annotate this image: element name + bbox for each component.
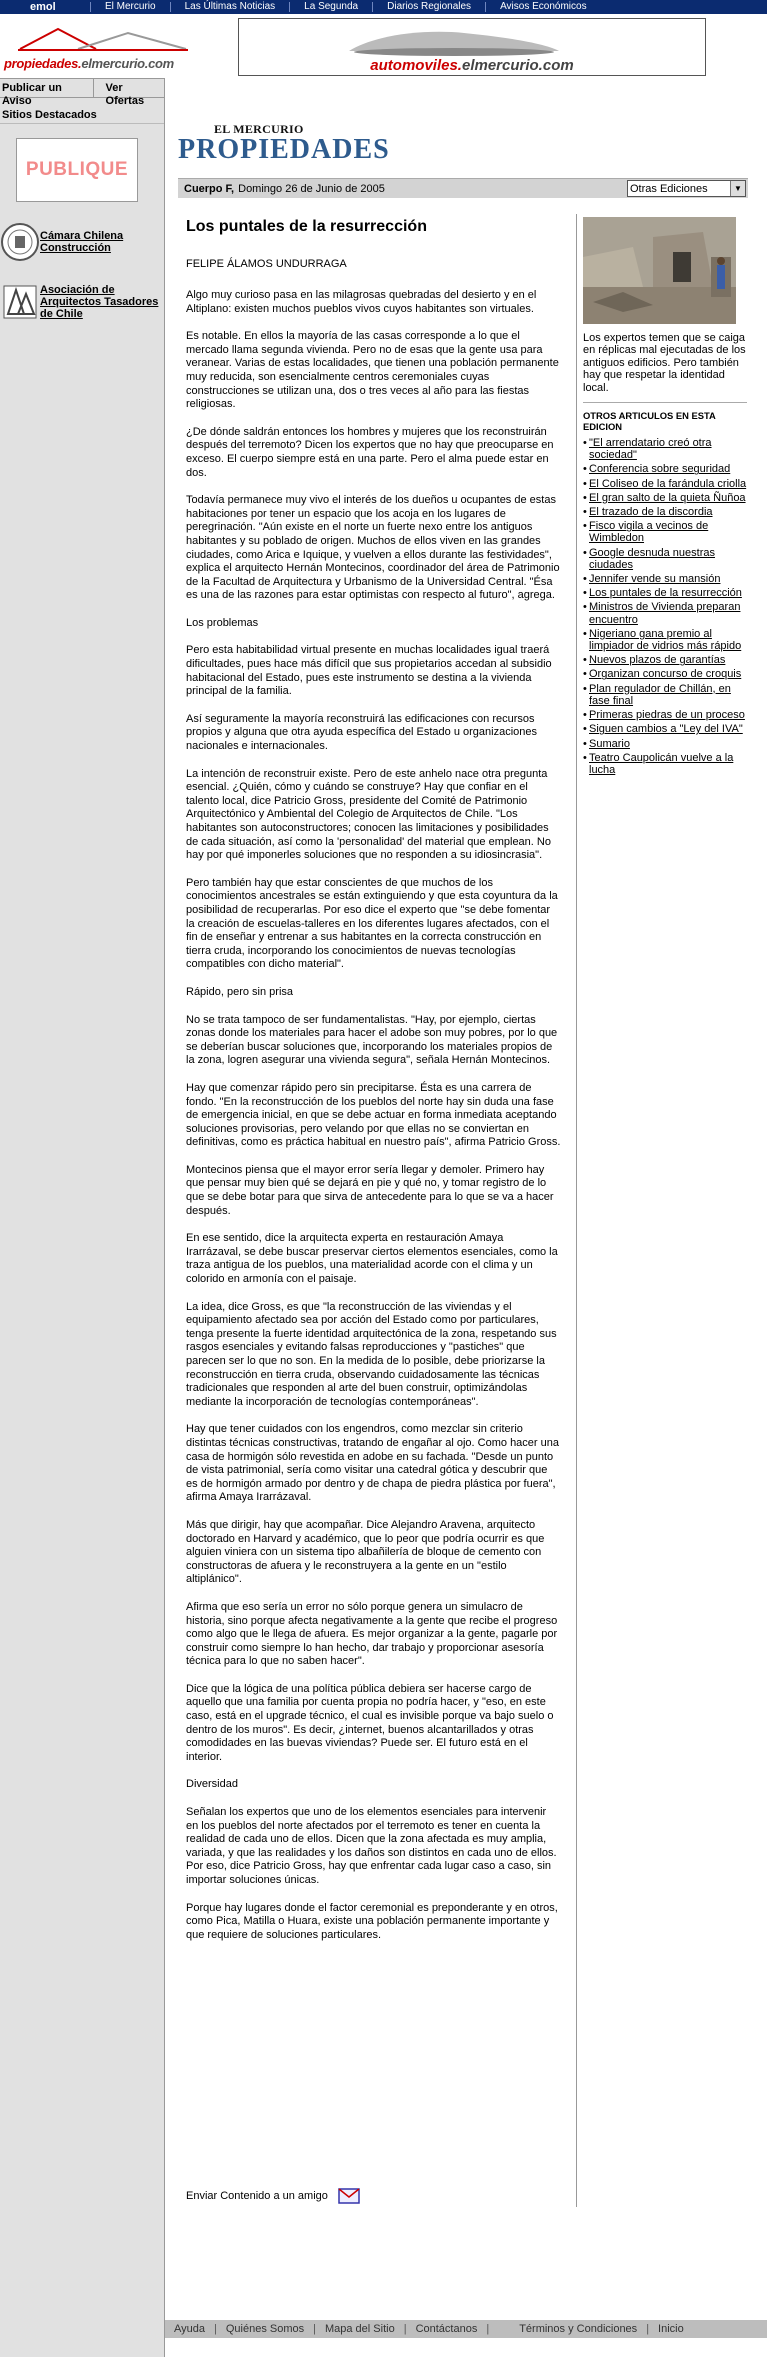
footer-link-terminos[interactable]: Términos y Condiciones <box>519 2323 638 2335</box>
otros-articulo-item[interactable] <box>583 683 747 707</box>
house-outline-icon <box>18 23 188 53</box>
article-body <box>186 289 561 1942</box>
otros-articulo-item[interactable] <box>583 654 747 666</box>
otras-ediciones-value: Otras Ediciones <box>630 182 708 195</box>
otros-articulo-link[interactable]: Jennifer vende su mansión <box>589 573 721 586</box>
site-header <box>0 14 767 76</box>
article-paragraph: Hay que comenzar rápido pero sin precipitarse. Ésta es una carrera de fondo. "En la reconstrucción de los pueblos del norte hay sin duda una fase de emergencia inicial, en que se debe actuar en forma inmediata aceptando soluciones provisorias, pero velando por que ellas no se conviertan en definitivas, como es práctica habitual en nuestro país", afirma Patricio Gross. <box>186 1081 561 1149</box>
photo-caption: Los expertos temen que se caiga en réplicas mal ejecutadas de los antiguos edificios. Pero también hay que respetar la identidad local. <box>583 332 746 394</box>
otros-articulo-link[interactable]: El gran salto de la quieta Ñuñoa <box>589 491 746 504</box>
otros-articulo-link[interactable]: Primeras piedras de un proceso <box>589 709 745 722</box>
article <box>186 217 561 1956</box>
enviar-amigo-link[interactable] <box>186 2186 360 2206</box>
site-label-camara: Cámara Chilena Construcción <box>40 230 124 254</box>
article-paragraph: Hay que tener cuidados con los engendros, como mezclar sin criterio distintas técnicas constructivas, tratando de engañar al ojo. Como hacer una casa de hormigón sólo revestida en adobe en su fachada. "Desde un punto de vista patrimonial, sería como visitar una catedral gótica y descubrir que es de hormigón armado por dentro y de chapa de piedra plástica por fuera", afirma Amaya Irarrázaval. <box>186 1423 559 1504</box>
otros-articulo-link[interactable]: Nigeriano gana premio al limpiador de vidrios más rápido <box>589 627 742 653</box>
el-mercurio-propiedades-masthead[interactable] <box>178 122 390 163</box>
otros-articulos-list <box>583 437 747 776</box>
otros-articulo-link[interactable]: Siguen cambios a "Ley del IVA" <box>589 723 743 736</box>
otros-articulo-item[interactable] <box>583 478 747 490</box>
article-paragraph: Pero esta habitabilidad virtual presente en muchas localidades igual traerá dificultades, pues hace más difícil que sus propietarios accedan al subsidio habitacional del Estado, pues este instrumento se destina a la vivienda principal de la familia. <box>186 644 552 698</box>
otros-articulo-item[interactable] <box>583 547 747 571</box>
article-paragraph: Los problemas <box>186 616 259 629</box>
top-navigation-bar <box>0 0 767 14</box>
footer-bar: Ayuda | Quiénes Somos | Mapa del Sitio | Contáctanos | Términos y Condiciones | Inicio <box>165 2320 767 2338</box>
site-label-asociacion: Asociación de Arquitectos Tasadores de Chile <box>40 284 159 320</box>
article-paragraph: Pero también hay que estar conscientes de que muchos de los conocimientos ancestrales se están extinguiendo y que esta coyuntura da la posibilidad de recuperarlas. Por eso dice el experto que "se debe fomentar la creación de escuelas-talleres en los diferentes lugares afectados, con el fin de enseñar y entrenar a sus habitantes en la correcta construcción en tierra cruda, incorporando los conocimientos de nuevas tecnologías compatibles con dicho material". <box>186 876 558 971</box>
article-paragraph: Rápido, pero sin prisa <box>186 985 294 998</box>
otros-articulo-item[interactable] <box>583 668 747 680</box>
otros-articulo-item[interactable] <box>583 738 747 750</box>
publique-banner[interactable] <box>16 138 138 202</box>
footer-link-quienes-somos[interactable]: Quiénes Somos <box>225 2323 305 2335</box>
article-paragraph: Porque hay lugares donde el factor ceremonial es preponderante y en otros, como Pica, Matilla o Huara, existe una población permanente importante y que requiere de soluciones particulares. <box>186 1901 558 1941</box>
otros-articulo-item[interactable] <box>583 437 747 461</box>
article-paragraph: No se trata tampoco de ser fundamentalistas. "Hay, por ejemplo, ciertas zonas donde los materiales para hacer el adobe son muy pobres, por lo que se deberían buscar soluciones que, incorporando los materiales propios de la zona, logren asegurar una vivienda segura", señala Hernán Montecinos. <box>186 1013 558 1067</box>
enviar-label: Enviar Contenido a un amigo <box>186 2190 328 2202</box>
article-paragraph: La idea, dice Gross, es que "la reconstrucción de las viviendas y el equipamiento afectado sea por acción del Estado como por particulares, tenga presente la fuerte identidad arquitectónica de la zona, respetando sus rasgos esenciales y evitando falsas reproducciones y "pastiches" que parecen ser lo que no son. En la medida de lo posible, debe priorizarse la reconstrucción en tierra cruda, observando cuidadosamente las técnicas tradicionales que responden al arte del buen construir, optimizándolas mediante la incorporación de tecnologías contemporáneas". <box>186 1300 557 1408</box>
article-paragraph: Algo muy curioso pasa en las milagrosas quebradas del desierto y en el Altiplano: existen muchos pueblos vivos cuyos habitantes son virtuales. <box>186 289 537 315</box>
article-paragraph: La intención de reconstruir existe. Pero de este anhelo nace otra pregunta esencial. ¿Quién, cómo y cuándo se construye? Hay que confiar en el talento local, dice Patricio Gross, presidente del Comité de Patrimonio Arquitectónico y Ambiental del Colegio de Arquitectos de Chile. "Los habitantes son autoconstructores; conocen las limitaciones y posibilidades de cada situación, así como la 'personalidad' del material que emplean. No hay por qué imponerles soluciones que no responden a su idiosincrasia". <box>186 767 551 862</box>
site-link-camara-construccion[interactable] <box>0 218 164 266</box>
otros-articulo-item[interactable] <box>583 628 747 652</box>
column-divider <box>164 78 165 2357</box>
otros-articulo-item[interactable] <box>583 601 747 625</box>
otros-articulo-link[interactable]: El trazado de la discordia <box>589 506 713 519</box>
nav-link-diarios-regionales[interactable]: Diarios Regionales <box>372 2 485 12</box>
chevron-down-icon[interactable]: ▼ <box>730 181 745 196</box>
article-paragraph: ¿De dónde saldrán entonces los hombres y mujeres que los reconstruirán después del terremoto? Dicen los expertos que no hay que preocuparse en exceso. El cuerpo siempre está en una parte. Pero el alma puede estar en dos. <box>186 425 554 479</box>
article-paragraph: Montecinos piensa que el mayor error sería llegar y demoler. Primero hay que pensar muy bien qué se dejará en pie y qué no, y tomar registro de lo que se debe botar para que sirva de antecedente para lo que se va a hacer después. <box>186 1163 554 1217</box>
emol-logo[interactable]: emol <box>0 0 90 14</box>
email-envelope-icon[interactable] <box>338 2186 360 2206</box>
article-photo <box>583 217 736 324</box>
ver-ofertas-link[interactable]: Ver Ofertas <box>93 79 164 97</box>
otros-articulo-link[interactable]: Organizan concurso de croquis <box>589 668 742 681</box>
otros-articulo-item[interactable] <box>583 463 747 475</box>
article-paragraph: Señalan los expertos que uno de los elementos esenciales para intervenir en los pueblos del norte afectados por el terremoto es tener en cuenta la realidad de cada uno de ellos. Dicen que la zona afectada es muy amplia, variada, y que las realidades y los daños son distintos en cada uno de ellos. Por eso, dice Patricio Gross, hay que enfrentar cada lugar caso a caso, sin importar soluciones únicas. <box>186 1806 557 1886</box>
article-paragraph: Afirma que eso sería un error no sólo porque genera un simulacro de historia, sino porque afecta negativamente a la gente que recibe el progreso como algo que le llega de afuera. Es mejor organizar a la gente, pagarle por construir como siempre lo han hecho, dar trabajo y proporcionar asesoría técnica para lo que no saben hacer". <box>186 1600 558 1668</box>
publicar-aviso-link[interactable]: Publicar un Aviso <box>2 82 62 107</box>
otros-articulo-item[interactable] <box>583 506 747 518</box>
seal-icon <box>0 218 40 266</box>
banner-gray: elmercurio.com <box>461 57 574 74</box>
sidebar-divider <box>576 214 577 2207</box>
otros-articulo-item[interactable] <box>583 723 747 735</box>
publique-label: PUBLIQUE <box>25 159 129 180</box>
nav-link-la-segunda[interactable]: La Segunda <box>289 2 372 12</box>
otros-articulo-link[interactable]: Nuevos plazos de garantías <box>589 654 726 667</box>
left-column <box>0 78 164 2357</box>
otros-articulo-item[interactable] <box>583 573 747 585</box>
otras-ediciones-select[interactable] <box>627 180 746 197</box>
footer-link-mapa-sitio[interactable]: Mapa del Sitio <box>324 2323 395 2335</box>
footer-link-ayuda[interactable]: Ayuda <box>174 2323 205 2335</box>
otros-articulo-item[interactable] <box>583 709 747 721</box>
otros-articulo-item[interactable] <box>583 752 747 776</box>
otros-articulo-link[interactable]: Google desnuda nuestras ciudades <box>589 546 715 571</box>
otros-articulo-item[interactable] <box>583 492 747 504</box>
article-paragraph: Dice que la lógica de una política pública debiera ser hacerse cargo de aquello que una familia por cuenta propia no podría hacer, y "eso, en este caso, está en el upgrade técnico, el cual es invisible porque va bajo suelo o dentro de los muros". Es decir, ¿internet, buenos alcantarillados y otras comodidades en las buevas viviendas? Puede ser. El futuro está en el interior. <box>186 1682 554 1763</box>
architecture-logo-icon <box>0 278 40 326</box>
section-label: Cuerpo F, <box>184 182 235 195</box>
otros-articulo-link[interactable]: Teatro Caupolicán vuelve a la lucha <box>589 751 734 776</box>
propiedades-logo[interactable] <box>0 19 215 77</box>
brand-red: propiedades. <box>4 56 82 71</box>
otros-articulo-link[interactable]: Sumario <box>589 737 630 750</box>
otros-articulo-item[interactable] <box>583 520 747 544</box>
banner-red: automoviles. <box>370 57 462 74</box>
automoviles-banner[interactable] <box>238 18 706 76</box>
article-title: Los puntales de la resurrección <box>186 218 427 235</box>
edition-info-bar <box>178 178 748 198</box>
sitios-destacados-title: Sitios Destacados <box>0 106 164 124</box>
footer-link-inicio[interactable]: Inicio <box>658 2323 684 2335</box>
otros-articulo-link[interactable]: "El arrendatario creó otra sociedad" <box>589 437 712 462</box>
article-paragraph: Todavía permanece muy vivo el interés de los dueños u ocupantes de estas habitaciones por tener un espacio que los acoja en los lugares de peregrinación. "Aún existe en el norte un fuerte nexo entre los antiguos habitantes y su poblado de origen. Muchos de ellos viven en las grandes ciudades, como Arica e Iquique, y vuelven a ellos durante las festividades", explica el arquitecto Hernán Montecinos, coordinador del área de Patrimonio de la Facultad de Arquitectura y Urbanismo de la Universidad Central. "Ésa es una de las razones para estar optimistas con respecto al futuro", agrega. <box>186 494 560 602</box>
footer-link-contactanos[interactable]: Contáctanos <box>415 2323 478 2335</box>
article-paragraph: Así seguramente la mayoría reconstruirá las edificaciones con recursos propios y alguna que otra ayuda específica del Estado u organizaciones nacionales e internacionales. <box>186 712 538 753</box>
nav-link-avisos-economicos[interactable]: Avisos Económicos <box>485 2 601 12</box>
article-author: FELIPE ÁLAMOS UNDURRAGA <box>186 258 347 270</box>
otros-articulo-item[interactable] <box>583 587 747 599</box>
otros-articulo-link[interactable]: Conferencia sobre seguridad <box>589 463 731 476</box>
article-paragraph: Más que dirigir, hay que acompañar. Dice Alejandro Aravena, arquitecto doctorado en Harvard y académico, que lo peor que podría ocurrir es que alguien viniera con un sistema tipo albañilería de bloque de cemento con constructoras de afuera y le reconstruyera a la gente en un "estilo altiplánico". <box>186 1518 545 1586</box>
article-paragraph: Es notable. En ellos la mayoría de las casas corresponde a lo que el mercado llama segunda vivienda. Pero no de esas que la gente usa para veranear. Varias de estas localidades, que tienen una población permanente muy reducida, son esencialmente centros ceremoniales cuyas construcciones se utilizan una, dos o tres veces al año para las fiestas religiosas. <box>186 330 559 411</box>
article-paragraph: En ese sentido, dice la arquitecta experta en restauración Amaya Irarrázaval, se debe buscar preservar ciertos elementos esenciales, como la traza antigua de los pueblos, una materialidad acorde con el clima y un colorido en armonía con el paisaje. <box>186 1232 558 1286</box>
otros-articulo-link[interactable]: Plan regulador de Chillán, en fase final <box>589 682 731 707</box>
otros-articulo-link[interactable]: Los puntales de la resurrección <box>589 587 742 600</box>
otros-articulos-title: OTROS ARTICULOS EN ESTA EDICION <box>583 402 747 432</box>
site-link-asociacion-arquitectos[interactable] <box>0 278 164 326</box>
otros-articulo-link[interactable]: El Coliseo de la farándula criolla <box>589 477 747 490</box>
otros-articulo-link[interactable]: Fisco vigila a vecinos de Wimbledon <box>589 520 709 545</box>
article-sidebar <box>583 217 747 778</box>
edition-date: Domingo 26 de Junio de 2005 <box>238 182 385 195</box>
nav-link-ultimas-noticias[interactable]: Las Últimas Noticias <box>170 2 290 12</box>
article-paragraph: Diversidad <box>186 1778 238 1791</box>
left-nav-tabs <box>0 78 164 107</box>
car-silhouette-icon <box>344 27 564 57</box>
brand-gray: elmercurio.com <box>81 56 174 71</box>
masthead-big: PROPIEDADES <box>178 134 390 165</box>
otros-articulo-link[interactable]: Ministros de Vivienda preparan encuentro <box>589 601 741 626</box>
masthead-small: EL MERCURIO <box>214 122 304 136</box>
nav-link-el-mercurio[interactable]: El Mercurio <box>90 2 170 12</box>
bottom-spacer <box>165 2339 767 2357</box>
